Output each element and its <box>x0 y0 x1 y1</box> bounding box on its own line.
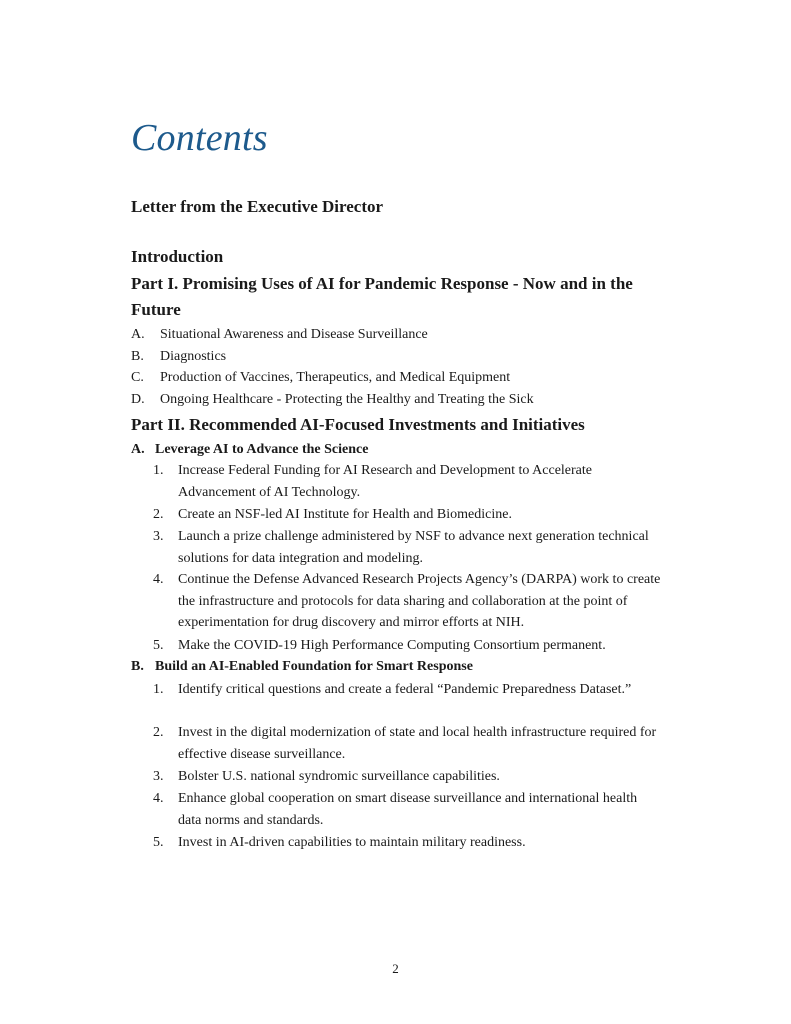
item-text: Create an NSF-led AI Institute for Health and Biomedicine. <box>178 507 512 522</box>
item-marker: 2. <box>153 725 164 740</box>
item-marker: 4. <box>153 572 164 587</box>
item-marker: 1. <box>153 463 164 478</box>
item-text: Diagnostics <box>160 349 227 364</box>
item-text: Situational Awareness and Disease Surveillance <box>160 327 428 342</box>
toc-part2-section-b[interactable] <box>131 657 473 677</box>
section-title: Build an AI-Enabled Foundation for Smart Response <box>155 659 473 674</box>
item-marker: 1. <box>153 682 164 697</box>
toc-entry-introduction[interactable]: Introduction <box>131 247 224 266</box>
item-text: Launch a prize challenge administered by NSF to advance next generation technical solutions for data integration and modeling. <box>178 529 649 566</box>
page-number: 2 <box>392 961 399 976</box>
toc-entry-part2[interactable]: Part II. Recommended AI-Focused Investments and Initiatives <box>131 415 585 434</box>
item-marker: 4. <box>153 791 164 806</box>
item-marker: D. <box>131 392 145 407</box>
item-text: Ongoing Healthcare - Protecting the Healthy and Treating the Sick <box>160 392 534 407</box>
item-marker: 3. <box>153 769 164 784</box>
item-text: Continue the Defense Advanced Research Projects Agency’s (DARPA) work to create the infrastructure and protocols for data sharing and collaboration at the point of experimentation for drug discovery and mirror efforts at NIH. <box>178 572 661 630</box>
item-marker: 5. <box>153 638 164 653</box>
item-text: Identify critical questions and create a federal “Pandemic Preparedness Dataset.” <box>178 682 632 697</box>
toc-entry-part1[interactable]: Part I. Promising Uses of AI for Pandemic Response - Now and in the Future <box>131 274 633 319</box>
item-marker: C. <box>131 370 144 385</box>
toc-entry-letter[interactable]: Letter from the Executive Director <box>131 197 384 216</box>
item-text: Invest in AI-driven capabilities to maintain military readiness. <box>178 835 526 850</box>
toc-part2-section-a[interactable] <box>131 440 368 460</box>
section-title: Leverage AI to Advance the Science <box>155 442 369 457</box>
item-marker: B. <box>131 349 144 364</box>
item-text: Enhance global cooperation on smart disease surveillance and international health data norms and standards. <box>178 791 638 828</box>
item-text: Make the COVID-19 High Performance Computing Consortium permanent. <box>178 638 606 653</box>
item-marker: 5. <box>153 835 164 850</box>
page-title: Contents <box>131 117 268 159</box>
section-marker: B. <box>131 659 144 674</box>
item-text: Invest in the digital modernization of state and local health infrastructure required for effective disease surveillance. <box>178 725 657 762</box>
item-marker: 2. <box>153 507 164 522</box>
item-marker: A. <box>131 327 145 342</box>
item-text: Bolster U.S. national syndromic surveillance capabilities. <box>178 769 500 784</box>
item-text: Production of Vaccines, Therapeutics, and Medical Equipment <box>160 370 511 385</box>
section-marker: A. <box>131 442 145 457</box>
item-text: Increase Federal Funding for AI Research and Development to Accelerate Advancement of AI Technology. <box>178 463 592 500</box>
item-marker: 3. <box>153 529 164 544</box>
